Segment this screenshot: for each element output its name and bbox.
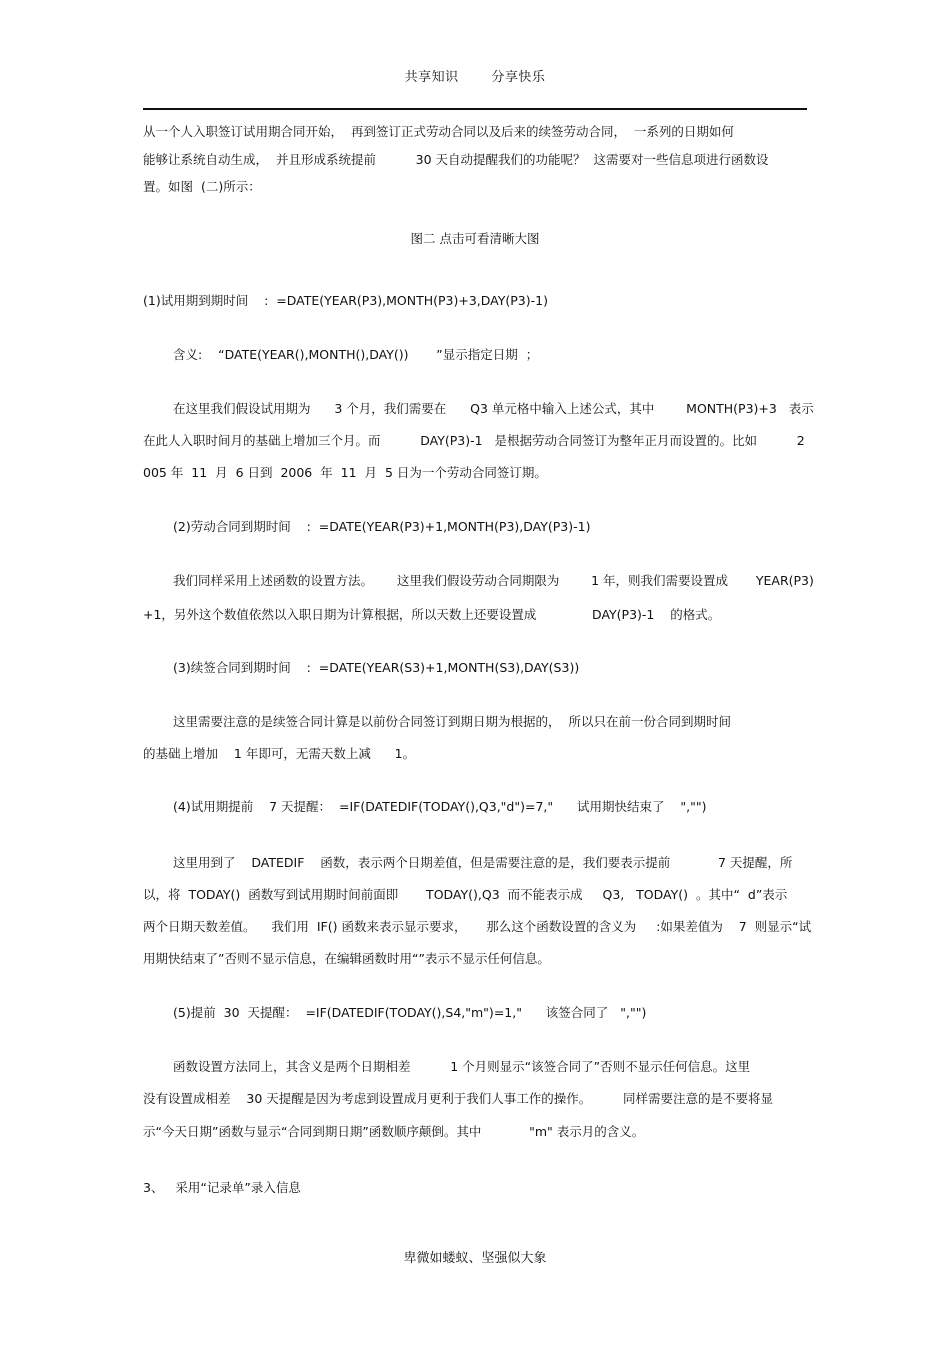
paragraph-line: 以，将 TODAY() 函数写到试用期时间前面即 TODAY(),Q3 而不能表示成 Q3, TODAY() 。其中“ d”表示 <box>143 887 788 902</box>
paragraph-line: 没有设置成相差 30 天提醒是因为考虑到设置成月更利于我们人事工作的操作。 同样需要注意的是不要将显 <box>143 1091 774 1106</box>
paragraph-line: 这里用到了 DATEDIF 函数，表示两个日期差值，但是需要注意的是，我们要表示提前 7 天提醒，所 <box>173 855 793 870</box>
paragraph-line: 示“今天日期”函数与显示“合同到期日期”函数顺序颠倒。其中 "m" 表示月的含义。 <box>143 1124 645 1139</box>
paragraph-line: 从一个人入职签订试用期合同开始， 再到签订正式劳动合同以及后来的续签劳动合同， 一系列的日期如何 <box>143 124 734 139</box>
formula-4: (4)试用期提前 7 天提醒： =IF(DATEDIF(TODAY(),Q3,"d")=7," 试用期快结束了 ","") <box>173 799 707 814</box>
formula-3: (3)续签合同到期时间 : =DATE(YEAR(S3)+1,MONTH(S3),DAY(S3)) <box>173 660 580 675</box>
formula-1: (1)试用期到期时间 : =DATE(YEAR(P3),MONTH(P3)+3,DAY(P3)-1) <box>143 293 548 308</box>
paragraph-line: 这里需要注意的是续签合同计算是以前份合同签订到期日期为根据的， 所以只在前一份合同到期时间 <box>173 714 731 729</box>
paragraph-line: 005 年 11 月 6 日到 2006 年 11 月 5 日为一个劳动合同签订期。 <box>143 465 547 480</box>
paragraph-line: 我们同样采用上述函数的设置方法。 这里我们假设劳动合同期限为 1 年，则我们需要设置成 YEAR(P3) <box>173 573 814 588</box>
paragraph-line: 用期快结束了”否则不显示信息，在编辑函数时用“”表示不显示任何信息。 <box>143 951 550 966</box>
meaning-line: 含义: “DATE(YEAR(),MONTH(),DAY()) ”显示指定日期 ； <box>173 347 539 362</box>
section-heading: 3、 采用“记录单”录入信息 <box>143 1180 301 1195</box>
formula-5: (5)提前 30 天提醒： =IF(DATEDIF(TODAY(),S4,"m")=1," 该签合同了 ","") <box>173 1005 647 1020</box>
paragraph-line: 的基础上增加 1 年即可，无需天数上减 1。 <box>143 746 416 761</box>
figure-caption[interactable]: 图二 点击可看清晰大图 <box>410 231 540 246</box>
paragraph-line: +1，另外这个数值依然以入职日期为计算根据，所以天数上还要设置成 DAY(P3)-1 的格式。 <box>143 607 721 622</box>
paragraph-line: 置。如图 (二)所示： <box>143 179 261 194</box>
paragraph-line: 在此人入职时间月的基础上增加三个月。而 DAY(P3)-1 是根据劳动合同签订为整年正月而设置的。比如 2 <box>143 433 805 448</box>
paragraph-line: 能够让系统自动生成， 并且形成系统提前 30 天自动提醒我们的功能呢？ 这需要对一些信息项进行函数设 <box>143 152 769 167</box>
page-footer: 卑微如蝼蚁、坚强似大象 <box>403 1251 547 1266</box>
header-right-text: 分享快乐 <box>491 70 546 85</box>
page-header <box>0 66 950 85</box>
header-rule <box>143 108 807 110</box>
paragraph-line: 函数设置方法同上，其含义是两个日期相差 1 个月则显示“该签合同了”否则不显示任何信息。这里 <box>173 1059 751 1074</box>
paragraph-line: 两个日期天数差值。 我们用 IF() 函数来表示显示要求， 那么这个函数设置的含义为 :如果差值为 7 则显示“试 <box>143 919 812 934</box>
header-left-text: 共享知识 <box>404 70 459 85</box>
formula-2: (2)劳动合同到期时间 : =DATE(YEAR(P3)+1,MONTH(P3),DAY(P3)-1) <box>173 519 591 534</box>
paragraph-line: 在这里我们假设试用期为 3 个月，我们需要在 Q3 单元格中输入上述公式，其中 MONTH(P3)+3 表示 <box>173 401 814 416</box>
